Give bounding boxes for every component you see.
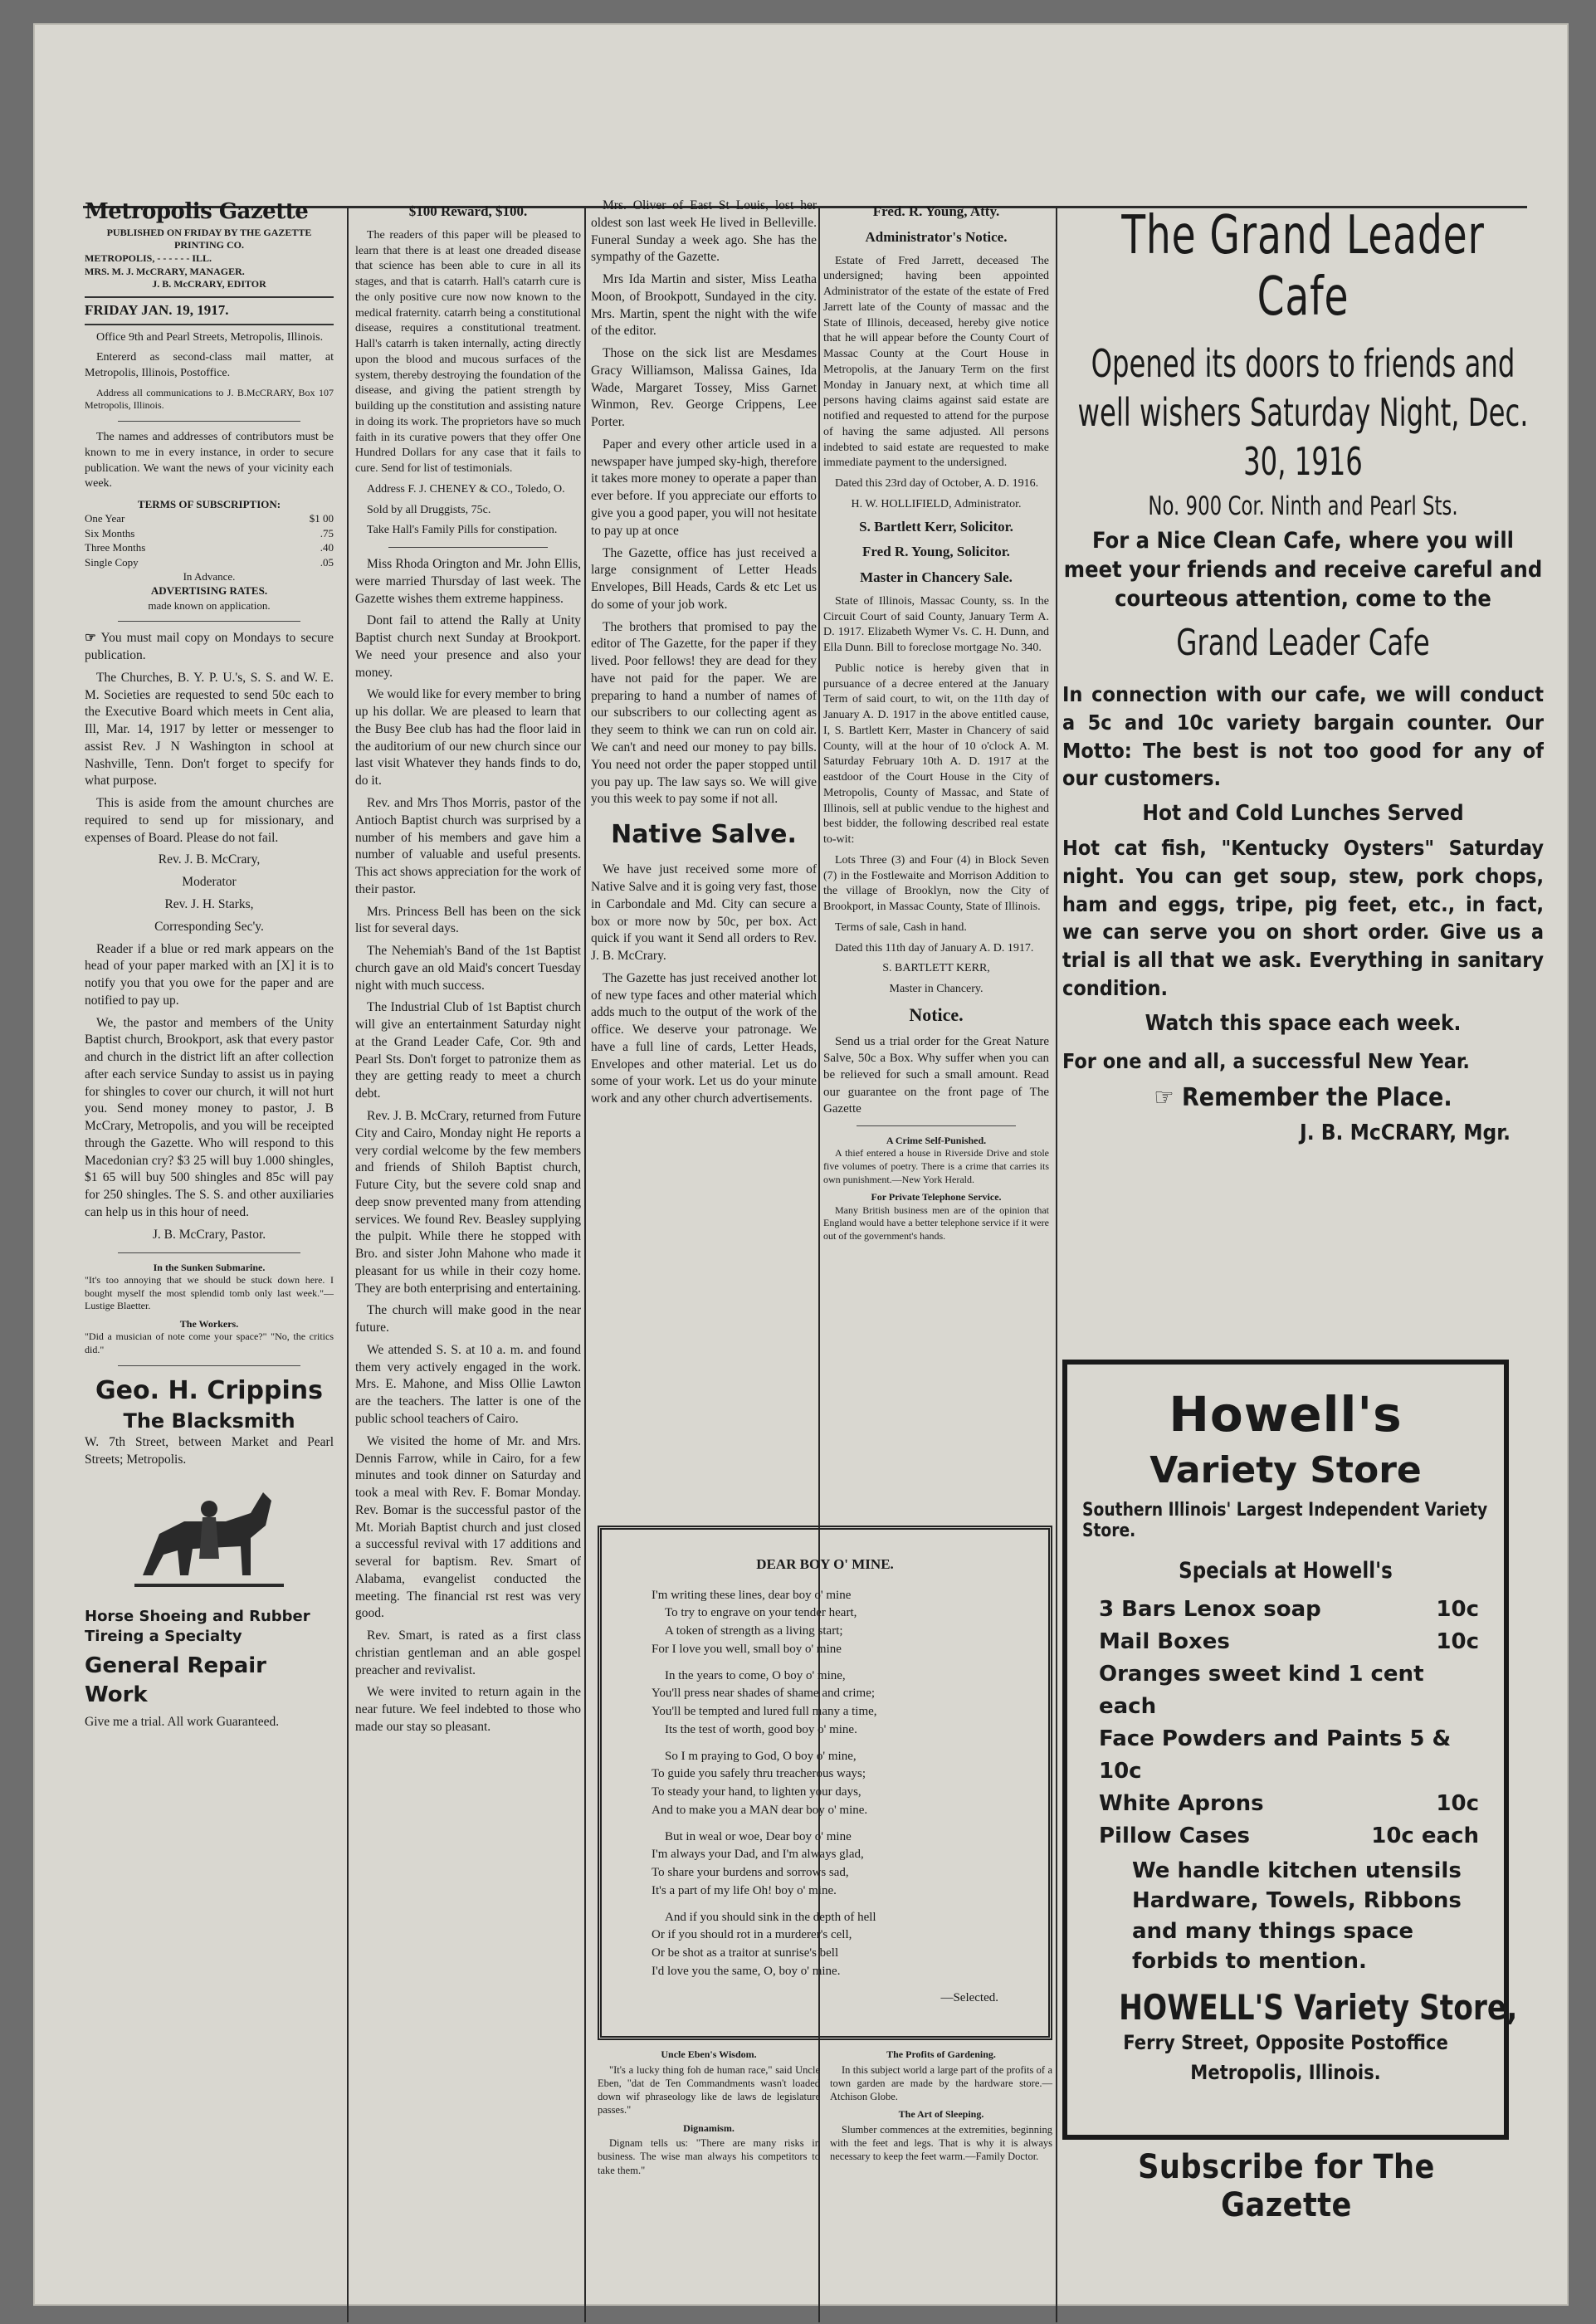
news-item: Miss Rhoda Orington and Mr. John Ellis, were married Thursday of last week. The Gazette wishes them extreme happiness.	[355, 557, 581, 606]
filler-text: "It's too annoying that we should be stuck down here. I bought myself the most splendid tomb only last week."—Lustige Blaetter.	[85, 1274, 334, 1312]
reward-address: Address F. J. CHENEY & CO., Toledo, O.	[367, 482, 565, 496]
column-rule	[584, 206, 586, 2322]
terms-title: TERMS OF SUBSCRIPTION:	[137, 498, 281, 510]
filler-title: Uncle Eben's Wisdom.	[661, 2048, 757, 2060]
special-item: 3 Bars Lenox soap 10c	[1099, 1597, 1479, 1622]
chancery-terms: Terms of sale, Cash in hand.	[835, 920, 967, 934]
native-salve-headline: Native Salve.	[611, 820, 797, 850]
unity-church-appeal: We, the pastor and members of the Unity Baptist church, Brookport, ask that every pastor and church in the district lift an after collection after each service Sunday to assist us in paying for shingles to cover our church, it will not hurt you. Send money money to pastor, J. B McCrary, Metropolis, and you will be receipted through the Gazette. Who will respond to this Macedonian cry? $3 25 will buy 1.000 shingles, $1 65 will buy 500 shingles and 85c will pay for 250 shingles. The S. S. and other auxiliaries can help us in this hour of need.	[85, 1015, 334, 1219]
cafe-catfish: Hot cat fish, "Kentucky Oysters" Saturday night. You can get soup, stew, pork chops, ham and eggs, tripe, pig feet, etc., in fact, we can serve you on short order. Give us a trial is all that we ask. Everything in sanitary condition.	[1062, 836, 1544, 1000]
cafe-name: Grand Leader Cafe	[1176, 622, 1430, 665]
news-item: The Nehemiah's Band of the 1st Baptist church gave an old Maid's concert Tuesday night with much success.	[355, 944, 581, 993]
poem-stanza: So I m praying to God, O boy o' mine, To guide you safely thru treacherous ways; To steady your hand, to lighten your days, And to make you a MAN dear boy o' mine.	[652, 1749, 868, 1817]
poem-stanza: And if you should sink in the depth of hell Or if you should rot in a murderer's cell, Or be shot as a traitor at sunrise's bell I'd love you the same, O, boy o' mine.	[652, 1910, 876, 1978]
blacksmith-specialty: Horse Shoeing and Rubber Tireing a Specialty	[85, 1607, 310, 1645]
column-3	[591, 198, 817, 1509]
howell-specials: Specials at Howell's	[1179, 1558, 1393, 1584]
cafe-connection: In connection with our cafe, we will conduct a 5c and 10c variety bargain counter. Our Motto: The best is not too good for any of our customers.	[1062, 682, 1544, 791]
news-item: We were invited to return again in the near future. We feel indebted to those who made our stay so pleasant.	[355, 1685, 581, 1735]
solicitor: S. Bartlett Kerr, Solicitor.	[859, 518, 1013, 535]
special-item: Face Powders and Paints 5 & 10c	[1099, 1726, 1452, 1784]
howell-tagline: Southern Illinois' Largest Independent Variety Store.	[1082, 1500, 1488, 1541]
reward-headline: $100 Reward, $100.	[408, 203, 528, 219]
reward-pills: Take Hall's Family Pills for constipation.	[367, 524, 558, 537]
masthead-title: Metropolis Gazette	[85, 199, 309, 224]
filler-title: A Crime Self-Punished.	[886, 1134, 987, 1146]
news-item: Paper and every other article used in a newspaper have jumped sky-high, therefore it takes more money to operate a paper than ever before. If you appreciate our efforts to give you a good paper, you will not hesitate to pay up at once	[591, 437, 817, 538]
signature-title: Corresponding Sec'y.	[154, 919, 264, 934]
column-4	[823, 198, 1049, 1509]
newspaper-page	[33, 23, 1569, 2306]
admin-notice-text: Estate of Fred Jarrett, deceased The undersigned; having been appointed Administrator of the estate of the estate of Fred Jarrett late of the County of massac and the State of Illinois, deceased, hereby give notice that he will appear before the County Court of Massac County at the Court House in Metropolis, at the January Term on the first Monday in January next, at which time all persons having claims against said estate are notified and requested to attend for the purpose of having the same adjusted. All persons indebted to said estate are requested to make immediate payment to the undersigned.	[823, 254, 1049, 470]
cafe-title: The Grand Leader	[1121, 206, 1485, 266]
aside-notice: This is aside from the amount churches are required to send up for missionary, and expenses of Board. Please do not fail.	[85, 796, 334, 845]
filler-title: The Profits of Gardening.	[886, 2048, 996, 2060]
masthead-published: PUBLISHED ON FRIDAY BY THE GAZETTE PRINTING CO.	[106, 226, 312, 251]
solicitor: Fred R. Young, Solicitor.	[862, 544, 1010, 560]
news-item: The Gazette, office has just received a large consignment of Letter Heads Envelopes, Bill Heads, Cards & etc Let us do some of your job work.	[591, 545, 817, 612]
divider	[118, 1252, 300, 1253]
poem-title: DEAR BOY O' MINE.	[756, 1556, 894, 1572]
howell-kitchen: We handle kitchen utensils Hardware, Towels, Ribbons and many things space forbids to mention.	[1132, 1858, 1462, 1975]
cafe-new-year: For one and all, a successful New Year.	[1062, 1048, 1470, 1073]
horse-shoeing-illustration-icon	[126, 1476, 292, 1600]
news-item: We visited the home of Mr. and Mrs. Dennis Farrow, while in Cairo, for a few minutes and took dinner on Saturday and took a meal with Rev. F. Bomar Monday. Rev. Bomar is the successful pastor of the Mt. Moriah Baptist church and just closed a successful revival with 17 additions and several for baptism. Rev. Smart of Alabama, evangelist conducted the meeting. The financial rst rest was very good.	[355, 1433, 581, 1621]
notice-text: Send us a trial order for the Great Nature Salve, 50c a Box. Why suffer when you can be relieved for such a small amount. Read our guarantee on the front page of The Gazette	[823, 1035, 1049, 1116]
native-salve-text: We have just received some more of Native Salve and it is going very fast, those in Carbondale and Md. City can secure a box or more now by 50c, per box. Act quick if you want it Send all orders to Rev. J. B. McCrary.	[591, 862, 817, 964]
news-item: We attended S. S. at 10 a. m. and found them very actively engaged in the work. Mrs. E. Mahone, and Miss Ollie Lawton are the teachers. The latter is one of the public school teachers of Cairo.	[355, 1342, 581, 1426]
cafe-manager: J. B. McCRARY, Mgr.	[1300, 1120, 1511, 1146]
blacksmith-name: Geo. H. Crippins	[95, 1375, 323, 1405]
admin-notice-title: Administrator's Notice.	[865, 228, 1008, 245]
news-item: Mrs. Princess Bell has been on the sick list for several days.	[355, 904, 581, 936]
news-item: Mrs Ida Martin and sister, Miss Leatha Moon, of Brookpott, Sundayed in the city. Mrs. Martin, spent the night with the wife of the editor.	[591, 272, 817, 339]
filler-title: The Art of Sleeping.	[898, 2108, 984, 2121]
filler-text: In this subject world a large part of the profits of a town garden are made by the hardware store.—Atchison Globe.	[830, 2063, 1052, 2103]
cafe-watch: Watch this space each week.	[1145, 1010, 1462, 1036]
signature: Rev. J. H. Starks,	[164, 896, 254, 911]
divider	[118, 1365, 300, 1366]
news-item: The brothers that promised to pay the editor of The Gazette, for the paper if they lived. Poor fellows! they are dead for they have not paid for the paper. We are preparing to hand a number of names of our subscribers to our collecting agent as they seem to think we can run on cold air. We can't and need our money to pay bills. You need not order the paper stopped until you pay up. The law says so. We will give you this week to pay some if not all.	[591, 619, 817, 807]
chancery-public-notice: Public notice is hereby given that in pursuance of a decree entered at the January Term of said court, to wit, on the 11th day of January A. D. 1917 in the above entitled cause, I, S. Bartlett Kerr, Master in Chancery of said County, will at the hour of 10 o'clock A. M. Saturday February 10th A. D. 1917 at the eastdoor of the Court House in the City of Metropolis, County of Massac, and State of Illinois, sell at public vendue to the highest and best bidder, the following described real estate to-wit:	[823, 662, 1049, 847]
chancery-sale-title: Master in Chancery Sale.	[860, 569, 1013, 586]
special-item: White Aprons 10c	[1099, 1791, 1479, 1816]
filler-title: For Private Telephone Service.	[871, 1191, 1002, 1204]
issue-date: FRIDAY JAN. 19, 1917.	[85, 296, 334, 325]
mail-note: You must mail copy on Mondays to secure publication.	[85, 631, 334, 663]
news-item: Those on the sick list are Mesdames Gracy Williamson, Malissa Gaines, Ida Wade, Margaret Tossey, Miss Garnet Winmon, Rev. George Crippens, Lee Porter.	[591, 346, 817, 430]
howell-store-name: HOWELL'S Variety Store,	[1119, 1986, 1518, 2028]
notice-title: Notice.	[909, 1003, 964, 1025]
ad-rates-note: made known on application.	[148, 598, 271, 612]
filler-text: Slumber commences at the extremities, beginning with the feet and legs. That is why it is always necessary to keep the feet warm.—Family Doctor.	[830, 2123, 1052, 2163]
news-item: Mrs. Oliver of East St Louis, lost her oldest son last week He lived in Belleville. Funeral Sunday a week ago. She has the sympathy of the Gazette.	[591, 198, 817, 265]
reward-text: The readers of this paper will be pleased to learn that there is at least one dreaded disease that science has been able to cure in all its stages, and that is catarrh. Hall's catarrh cure is the only positive cure now now known to the medical fraternity. catarrh being a constitutional disease, requires a constitutional treatment. Hall's catarrh is taken internally, acting directly upon the blood and mucous surfaces of the system, thereby destroying the foundation of the disease, and giving the patient strength by building up the constitution and assisting nature in doing its work. The proprietors have so much faith in its curative powers that they offer One Hundred Dollars for any case that it fails to cure. Send for list of testimonials.	[355, 228, 581, 476]
subscription-terms	[85, 497, 334, 613]
contributors-note: The names and addresses of contributors must be known to me in every instance, in order to secure publication. We want the news of your vicinity each week.	[85, 431, 334, 491]
masthead-place: METROPOLIS, - - - - - - ILL.	[85, 252, 212, 265]
ad-rates-title: ADVERTISING RATES.	[150, 584, 268, 598]
poem-stanza: I'm writing these lines, dear boy o' mine To try to engrave on your tender heart, A token of strength as a living start; For I love you well, small boy o' mine	[652, 1588, 857, 1656]
signature-title: Moderator	[182, 875, 237, 890]
column-1	[85, 198, 334, 2322]
howell-title: Howell's	[1169, 1386, 1403, 1443]
poem-box	[598, 1526, 1052, 2040]
column-2	[355, 198, 581, 2322]
filler-title: The Workers.	[179, 1317, 239, 1330]
special-item: Oranges sweet kind 1 cent each	[1099, 1662, 1424, 1719]
unity-signature: J. B. McCrary, Pastor.	[152, 1227, 266, 1242]
churches-notice: The Churches, B. Y. P. U.'s, S. S. and W. E. M. Societies are requested to send 50c each to the Executive Board which meets in Cent alia, Ill, Mar. 14, 1917 by letter or messenger to assist Rev. J N Washington in school at Nashville, Tenn. Don't forget to specify for what purpose.	[85, 670, 334, 788]
blacksmith-address: W. 7th Street, between Market and Pearl Streets; Metropolis.	[85, 1435, 334, 1467]
cafe-lunches: Hot and Cold Lunches Served	[1142, 801, 1464, 827]
admin-notice-date: Dated this 23rd day of October, A. D. 1916.	[835, 477, 1039, 491]
blacksmith-trade: The Blacksmith	[123, 1409, 295, 1433]
chancery-dated: Dated this 11th day of January A. D. 1917.	[835, 941, 1034, 954]
howell-city: Metropolis, Illinois.	[1190, 2060, 1381, 2084]
filler-text: "It's a lucky thing foh de human race," said Uncle Eben, "dat de Ten Commandments wasn't loaded down wif phraseology like de laws de legislature passes."	[598, 2063, 820, 2116]
cafe-title: Cafe	[1257, 266, 1350, 328]
divider	[388, 547, 548, 548]
cafe-opening: Opened its doors to friends and well wishers Saturday Night, Dec. 30, 1916	[1077, 341, 1529, 484]
subscribe-banner: Subscribe for The Gazette	[1138, 2148, 1435, 2224]
terms-advance: In Advance.	[183, 570, 236, 583]
filler-text: Dignam tells us: "There are many risks in business. The wise man always his competitors to take them."	[598, 2137, 820, 2176]
special-item: Pillow Cases 10c each	[1099, 1824, 1479, 1848]
reader-notice: Reader if a blue or red mark appears on the head of your paper marked with an [X] it is to notify you that you owe for the paper and are notified to pay up.	[85, 941, 334, 1008]
howells-variety-store-ad	[1062, 1360, 1518, 2140]
pointing-hand-icon: ☞	[85, 631, 96, 646]
term-row: Three Months .40	[85, 541, 334, 554]
news-item: The Industrial Club of 1st Baptist church will give an entertainment Saturday night at the Grand Leader Cafe, Cor. 9th and Pearl Sts. Don't forget to patronize them as they are getting ready to meet a church debt.	[355, 1000, 581, 1101]
divider	[857, 1125, 1016, 1126]
blacksmith-repair: General Repair Work	[85, 1653, 266, 1707]
term-row: Single Copy .05	[85, 555, 334, 569]
signature: Rev. J. B. McCrary,	[158, 852, 261, 867]
office-address: Office 9th and Pearl Streets, Metropolis, Illinois.	[96, 330, 324, 344]
filler-title: In the Sunken Submarine.	[153, 1261, 266, 1273]
howell-address: Ferry Street, Opposite Postoffice	[1123, 2030, 1448, 2054]
masthead-manager: MRS. M. J. McCRARY, MANAGER.	[85, 265, 245, 277]
divider	[118, 421, 300, 422]
term-row: Six Months .75	[85, 526, 334, 540]
news-item: We would like for every member to bring up his dollar. We are pleased to learn that the Busy Bee club has had the floor laid in the auditorium of our new church since our last visit Whatever they hands finds to do, do it.	[355, 687, 581, 788]
howell-subtitle: Variety Store	[1149, 1449, 1422, 1492]
pointing-hand-icon: ☞	[1154, 1083, 1174, 1113]
chancery-case: State of Illinois, Massac County, ss. In the Circuit Court of said County, January Term A. D. 1917. Elizabeth Wymer Vs. C. H. Dunn, and Ella Dunn. Bill to foreclose mortgage No. 340.	[823, 594, 1049, 655]
filler-column	[830, 2048, 1052, 2314]
news-item: Dont fail to attend the Rally at Unity Baptist church next Sunday at Brookport. We need your presence and also your money.	[355, 613, 581, 680]
filler-section	[598, 2048, 1052, 2314]
chancery-lots: Lots Three (3) and Four (4) in Block Seven (7) in the Fostlewaite and Morrison Addition to the village of Brooklyn, now the City of Brookport, in Massac County, State of Illinois.	[823, 853, 1049, 914]
mail-entry: Entererd as second-class mail matter, at Metropolis, Illinois, Postoffice.	[85, 351, 334, 380]
communications-address: Address all communications to J. B.McCRARY, Box 107 Metropolis, Illinois.	[85, 386, 334, 412]
news-item: Rev. Smart, is rated as a first class christian gentleman and an able gospel preacher and revivalist.	[355, 1628, 581, 1677]
news-item: The Gazette has just received another lot of new type faces and other material which adds much to the output of the work of the office. We deserve your patronage. We have a full line of cards, Letter Heads, Envelopes and other material. Let us do some of your work. Let us do your minute work and any other church advertisements.	[591, 970, 817, 1106]
reward-sold: Sold by all Druggists, 75c.	[367, 503, 491, 516]
chancery-signature: S. BARTLETT KERR,	[882, 962, 990, 975]
grand-leader-cafe-ad	[1062, 206, 1544, 1145]
poem-stanza: But in weal or woe, Dear boy o' mine I'm always your Dad, and I'm always glad, To share your burdens and sorrows sad, It's a part of my life Oh! boy o' mine.	[652, 1829, 864, 1897]
poem-attribution: —Selected.	[940, 1990, 998, 2004]
divider	[118, 621, 300, 622]
news-item: Rev. J. B. McCrary, returned from Future City and Cairo, Monday night He reports a very cordial welcome by the few members and friends of Shiloh Baptist church, Future City, but the severe cold snap and deep snow prevented many from attending services. We found Rev. Beasley supplying the pulpit. While there he stopped with Bro. and sister John Mahone who made it pleasant for us while in their cozy home. They are both enterprising and entertaining.	[355, 1108, 581, 1296]
masthead-editor: J. B. McCRARY, EDITOR	[152, 278, 266, 290]
cafe-body: For a Nice Clean Cafe, where you will meet your friends and receive careful and courteous attention, come to the	[1063, 527, 1543, 612]
advertisement-column	[1062, 206, 1544, 2322]
cafe-remember: ☞ Remember the Place.	[1154, 1083, 1452, 1113]
attorney-name: Fred. R. Young, Atty.	[872, 203, 1000, 219]
chancery-signature-title: Master in Chancery.	[889, 983, 983, 996]
news-item: The church will make good in the near future.	[355, 1303, 581, 1335]
special-item: Mail Boxes 10c	[1099, 1629, 1479, 1654]
admin-signature: H. W. HOLLIFIELD, Administrator.	[851, 497, 1022, 510]
blacksmith-guarantee: Give me a trial. All work Guaranteed.	[85, 1715, 280, 1730]
filler-column	[598, 2048, 820, 2314]
column-rule	[1056, 206, 1057, 2322]
filler-text: A thief entered a house in Riverside Drive and stole five volumes of poetry. There is a crime that carries its own punishment.—New York Herald.	[823, 1147, 1049, 1185]
poem-stanza: In the years to come, O boy o' mine, You'll press near shades of shame and crime; You'll be tempted and lured full many a time, Its the test of worth, good boy o' mine.	[652, 1668, 877, 1736]
filler-text: "Did a musician of note come your space?" "No, the critics did."	[85, 1330, 334, 1356]
filler-title: Dignamism.	[683, 2121, 735, 2134]
cafe-address: No. 900 Cor. Ninth and Pearl Sts.	[1148, 491, 1458, 521]
term-row: One Year $1 00	[85, 512, 334, 525]
filler-text: Many British business men are of the opinion that England would have a better telephone service if it were out of the government's hands.	[823, 1204, 1049, 1242]
column-rule	[347, 206, 349, 2322]
news-item: Rev. and Mrs Thos Morris, pastor of the Antioch Baptist church was surprised by a number of his members and gave him a number of valuable and useful presents. This act shows appreciation for the work of their pastor.	[355, 795, 581, 896]
